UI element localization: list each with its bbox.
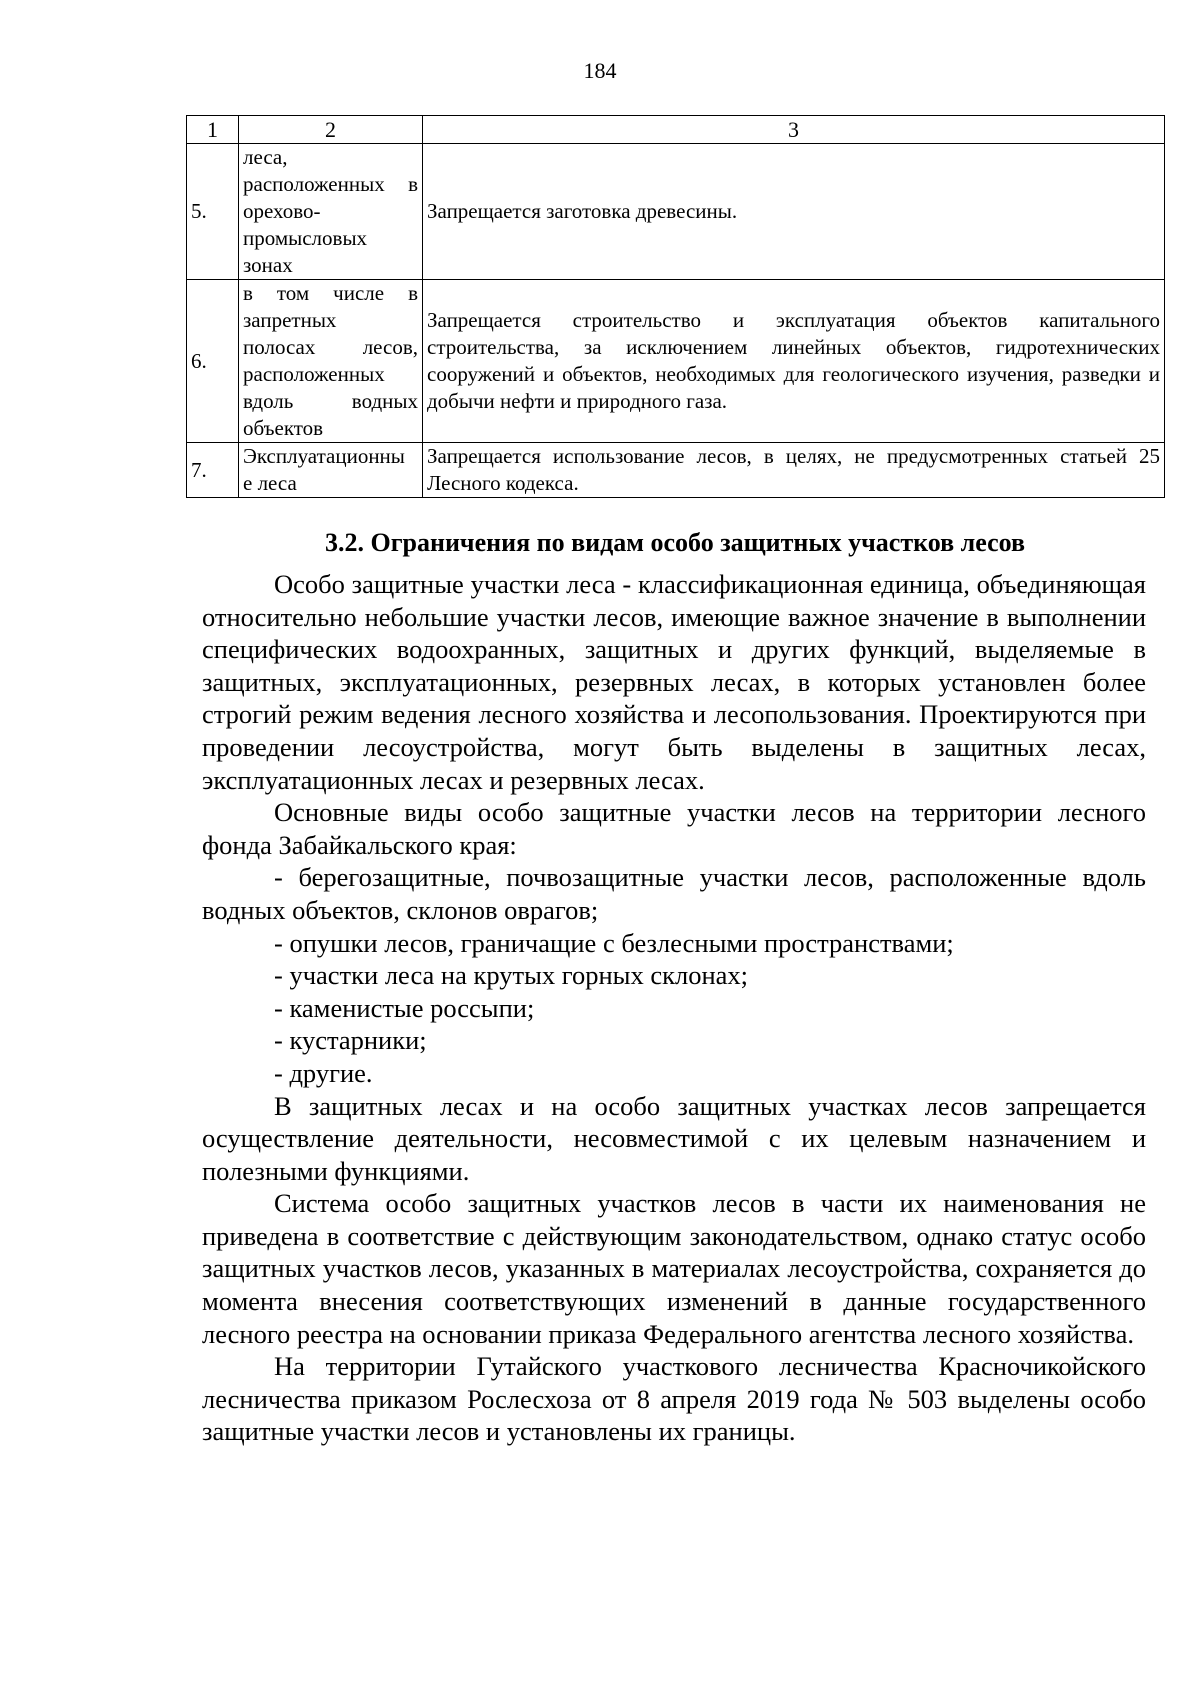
- forest-type-line: в том числе в: [243, 281, 418, 305]
- section-heading: 3.2. Ограничения по видам особо защитных участков лесов: [324, 528, 1026, 557]
- forest-type-line: леса,: [243, 145, 288, 169]
- list-item: - берегозащитные, почвозащитные участки лесов, расположенные вдоль водных объектов, склонов оврагов;: [202, 862, 1146, 925]
- list-item: - каменистые россыпи;: [274, 992, 535, 1023]
- table-row: [187, 443, 1165, 498]
- forest-type-line: промысловых: [243, 226, 368, 250]
- restriction-cell: Запрещается использование лесов, в целях, не предусмотренных статьей 25 Лесного кодекса.: [423, 443, 1165, 498]
- forest-type-line: е леса: [243, 471, 297, 495]
- list-item: - участки леса на крутых горных склонах;: [274, 960, 749, 991]
- row-number: 5.: [187, 144, 239, 280]
- forest-type-line: орехово-: [243, 199, 321, 223]
- list-item: - опушки лесов, граничащие с безлесными пространствами;: [274, 927, 954, 958]
- forest-type-line: расположенных в: [243, 172, 418, 196]
- row-number: 7.: [187, 443, 239, 498]
- paragraph: Основные виды особо защитные участки лесов на территории лесного фонда Забайкальского края:: [202, 797, 1146, 860]
- restriction-cell: Запрещается строительство и эксплуатация объектов капитального строительства, за исключением линейных объектов, гидротехнических сооружений и объектов, необходимых для геологического изучения, разведки и добычи нефти и природного газа.: [423, 280, 1165, 443]
- paragraph: В защитных лесах и на особо защитных участках лесов запрещается осуществление деятельности, несовместимой с их целевым назначением и полезными функциями.: [202, 1090, 1146, 1186]
- paragraph: На территории Гутайского участкового лесничества Красночикойского лесничества приказом Рослесхоза от 8 апреля 2019 года № 503 выделены особо защитные участки лесов и установлены их границы.: [202, 1351, 1146, 1447]
- section-body: [202, 568, 1146, 1448]
- page-number: 184: [583, 58, 617, 83]
- forest-type-cell: [239, 443, 423, 498]
- list-item: - кустарники;: [274, 1025, 427, 1056]
- table-row: [187, 280, 1165, 443]
- forest-type-cell: [239, 280, 423, 443]
- forest-type-line: полосах лесов,: [243, 335, 418, 359]
- table-header-cell: 1: [187, 116, 239, 144]
- paragraph: Особо защитные участки леса - классификационная единица, объединяющая относительно небольшие участки лесов, имеющие важное значение в выполнении специфических водоохранных, защитных и других функций, выделяемые в защитных, эксплуатационных, резервных лесах, в которых установлен более строгий режим ведения лесного хозяйства и лесопользования. Проектируются при проведении лесоустройства, могут быть выделены в защитных лесах, эксплуатационных лесах и резервных лесах.: [202, 569, 1146, 795]
- zone-types-list: [202, 861, 1146, 1089]
- table-row: [187, 144, 1165, 280]
- row-number: 6.: [187, 280, 239, 443]
- forest-type-line: расположенных: [243, 362, 385, 386]
- forest-type-cell: [239, 144, 423, 280]
- forest-type-line: объектов: [243, 416, 324, 440]
- table-header-row: [187, 116, 1165, 144]
- forest-type-line: вдоль водных: [243, 389, 418, 413]
- paragraph: Система особо защитных участков лесов в части их наименования не приведена в соответствие с действующим законодательством, однако статус особо защитных участков лесов, указанных в материалах лесоустройства, сохраняется до момента внесения соответствующих изменений в данные государственного лесного реестра на основании приказа Федерального агентства лесного хозяйства.: [202, 1188, 1146, 1349]
- forest-type-line: Эксплуатационны: [243, 444, 405, 468]
- restriction-cell: Запрещается заготовка древесины.: [423, 144, 1165, 280]
- forest-type-line: зонах: [243, 253, 293, 277]
- table-header-cell: 2: [239, 116, 423, 144]
- restrictions-table: [186, 115, 1165, 498]
- table-header-cell: 3: [423, 116, 1165, 144]
- list-item: - другие.: [274, 1057, 373, 1088]
- forest-type-line: запретных: [243, 308, 337, 332]
